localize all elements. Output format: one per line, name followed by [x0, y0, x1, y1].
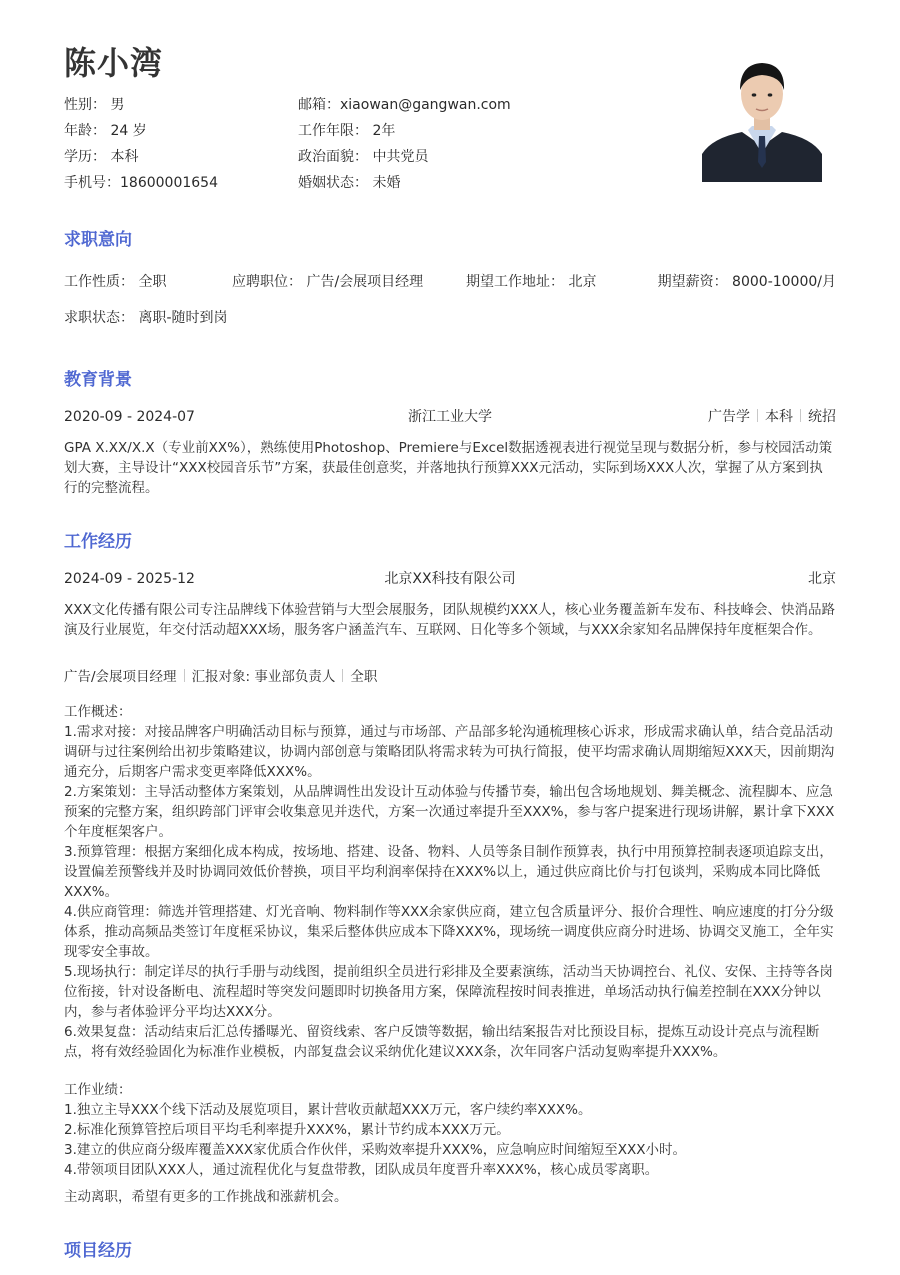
education-header — [64, 406, 836, 428]
achievements-title: 工作业绩： — [64, 1082, 132, 1098]
section-title-work: 工作经历 — [64, 532, 132, 552]
job-position: 应聘职位： 广告/会展项目经理 — [232, 274, 424, 290]
age: 年龄： 24 岁 — [64, 123, 147, 139]
achievement-item: 4.带领项目团队XXX人，通过流程优化与复盘带教，团队成员年度晋升率XXX%，核心成员零离职。 — [64, 1162, 659, 1178]
leave-reason: 主动离职，希望有更多的工作挑战和涨薪机会。 — [64, 1189, 348, 1205]
study-mode: 统招 — [808, 409, 836, 425]
work-years: 工作年限： 2年 — [298, 123, 396, 139]
achievement-item: 3.建立的供应商分级库覆盖XXX家优质合作伙伴，采购效率提升XXX%，应急响应时间缩短至XXX小时。 — [64, 1142, 686, 1158]
education-description: GPA X.XX/X.X（专业前XX%），熟练使用Photoshop、Premiere与Excel数据透视表进行视觉呈现与数据分析，参与校园活动策划大赛，主导设计“XXX校园音乐节”方案，获最佳创意奖，并落地执行预算XXX元活动，实际到场XXX人次，掌握了从方案到执行的完整流程。 — [64, 440, 833, 496]
work-tags — [64, 667, 836, 687]
job-type: 工作性质： 全职 — [64, 274, 167, 290]
divider — [342, 669, 343, 682]
company-description: XXX文化传播有限公司专注品牌线下体验营销与大型会展服务，团队规模约XXX人，核心业务覆盖新车发布、科技峰会、快消品路演及行业展览，年交付活动超XXX场，服务客户涵盖汽车、互联网、日化等多个领域，与XXX余家知名品牌保持年度框架合作。 — [64, 602, 835, 638]
overview-item: 5.现场执行：制定详尽的执行手册与动线图，提前组织全员进行彩排及全要素演练，活动当天协调控台、礼仪、安保、主持等各岗位衔接，针对设备断电、流程超时等突发问题即时切换备用方案，保障流程按时间表推进，单场活动执行偏差控制在XXX分钟以内，参与者体验评分平均达XXX分。 — [64, 964, 833, 1020]
company-name: 北京XX科技有限公司 — [384, 571, 516, 587]
basic-info — [64, 94, 664, 198]
overview-item: 2.方案策划：主导活动整体方案策划，从品牌调性出发设计互动体验与传播节奏，输出包含场地规划、舞美概念、流程脚本、应急预案的完整方案，组织跨部门评审会收集意见并迭代，方案一次通过率提升至XXX%，参与客户提案进行现场讲解，累计拿下XXX个年度框架客户。 — [64, 784, 835, 840]
employment-type: 全职 — [350, 669, 378, 685]
divider — [800, 409, 801, 422]
overview-item: 3.预算管理：根据方案细化成本构成，按场地、搭建、设备、物料、人员等条目制作预算表，执行中用预算控制表逐项追踪支出，设置偏差预警线并及时协调同效低价替换，项目平均利润率保持在XXX%以上，通过供应商比价与打包谈判，采购成本同比降低XXX%。 — [64, 844, 833, 900]
divider — [757, 409, 758, 422]
email: 邮箱：xiaowan@gangwan.com — [298, 97, 511, 113]
marital-status: 婚姻状态： 未婚 — [298, 175, 401, 191]
work-period: 2024-09 - 2025-12 — [64, 571, 195, 587]
section-title-intent: 求职意向 — [64, 230, 132, 250]
political-status: 政治面貌： 中共党员 — [298, 149, 429, 165]
job-status: 求职状态： 离职-随时到岗 — [64, 310, 228, 326]
section-title-education: 教育背景 — [64, 370, 132, 390]
info-row — [64, 120, 664, 146]
gender: 性别： 男 — [64, 97, 125, 113]
education-tags — [708, 406, 836, 428]
overview-item: 4.供应商管理：筛选并管理搭建、灯光音响、物料制作等XXX余家供应商，建立包含质量评分、报价合理性、响应速度的打分分级体系，推动高频品类签订年度框采协议，集采后整体供应成本下降XXX%，现场统一调度供应商分时进场、协调交叉施工，全年实现零安全事故。 — [64, 904, 834, 960]
overview-item: 1.需求对接：对接品牌客户明确活动目标与预算，通过与市场部、产品部多轮沟通梳理核心诉求，形成需求确认单，结合竞品活动调研与过往案例给出初步策略建议，协调内部创意与策略团队将需求转为可执行简报，使平均需求确认周期缩短XXX天，因前期沟通充分，后期客户需求变更率降低XXX%。 — [64, 724, 835, 780]
candidate-name: 陈小湾 — [64, 44, 164, 82]
achievement-item: 2.标准化预算管控后项目平均毛利率提升XXX%，累计节约成本XXX万元。 — [64, 1122, 510, 1138]
phone: 手机号：18600001654 — [64, 175, 218, 191]
work-header — [64, 568, 836, 590]
avatar — [702, 50, 822, 182]
overview-item: 6.效果复盘：活动结束后汇总传播曝光、留资线索、客户反馈等数据，输出结案报告对比预设目标，提炼互动设计亮点与流程断点，将有效经验固化为标准作业模板，内部复盘会议采纳优化建议XXX条，次年同客户活动复购率提升XXX%。 — [64, 1024, 820, 1060]
achievement-item: 1.独立主导XXX个线下活动及展览项目，累计营收贡献超XXX万元，客户续约率XXX%。 — [64, 1102, 592, 1118]
major: 广告学 — [708, 409, 750, 425]
job-salary: 期望薪资： 8000-10000/月 — [657, 274, 836, 290]
job-location: 期望工作地址： 北京 — [466, 274, 597, 290]
school-name: 浙江工业大学 — [408, 409, 492, 425]
education-period: 2020-09 - 2024-07 — [64, 409, 195, 425]
info-row — [64, 146, 664, 172]
work-overview — [64, 702, 836, 1062]
info-row — [64, 172, 664, 198]
info-row — [64, 94, 664, 120]
report-to: 汇报对象: 事业部负责人 — [191, 669, 336, 685]
overview-title: 工作概述： — [64, 704, 132, 720]
job-role: 广告/会展项目经理 — [64, 669, 177, 685]
section-title-project: 项目经历 — [64, 1241, 132, 1261]
divider — [184, 669, 185, 682]
work-city: 北京 — [808, 571, 836, 587]
education-level: 学历： 本科 — [64, 149, 139, 165]
degree: 本科 — [765, 409, 793, 425]
work-achievements — [64, 1080, 836, 1180]
